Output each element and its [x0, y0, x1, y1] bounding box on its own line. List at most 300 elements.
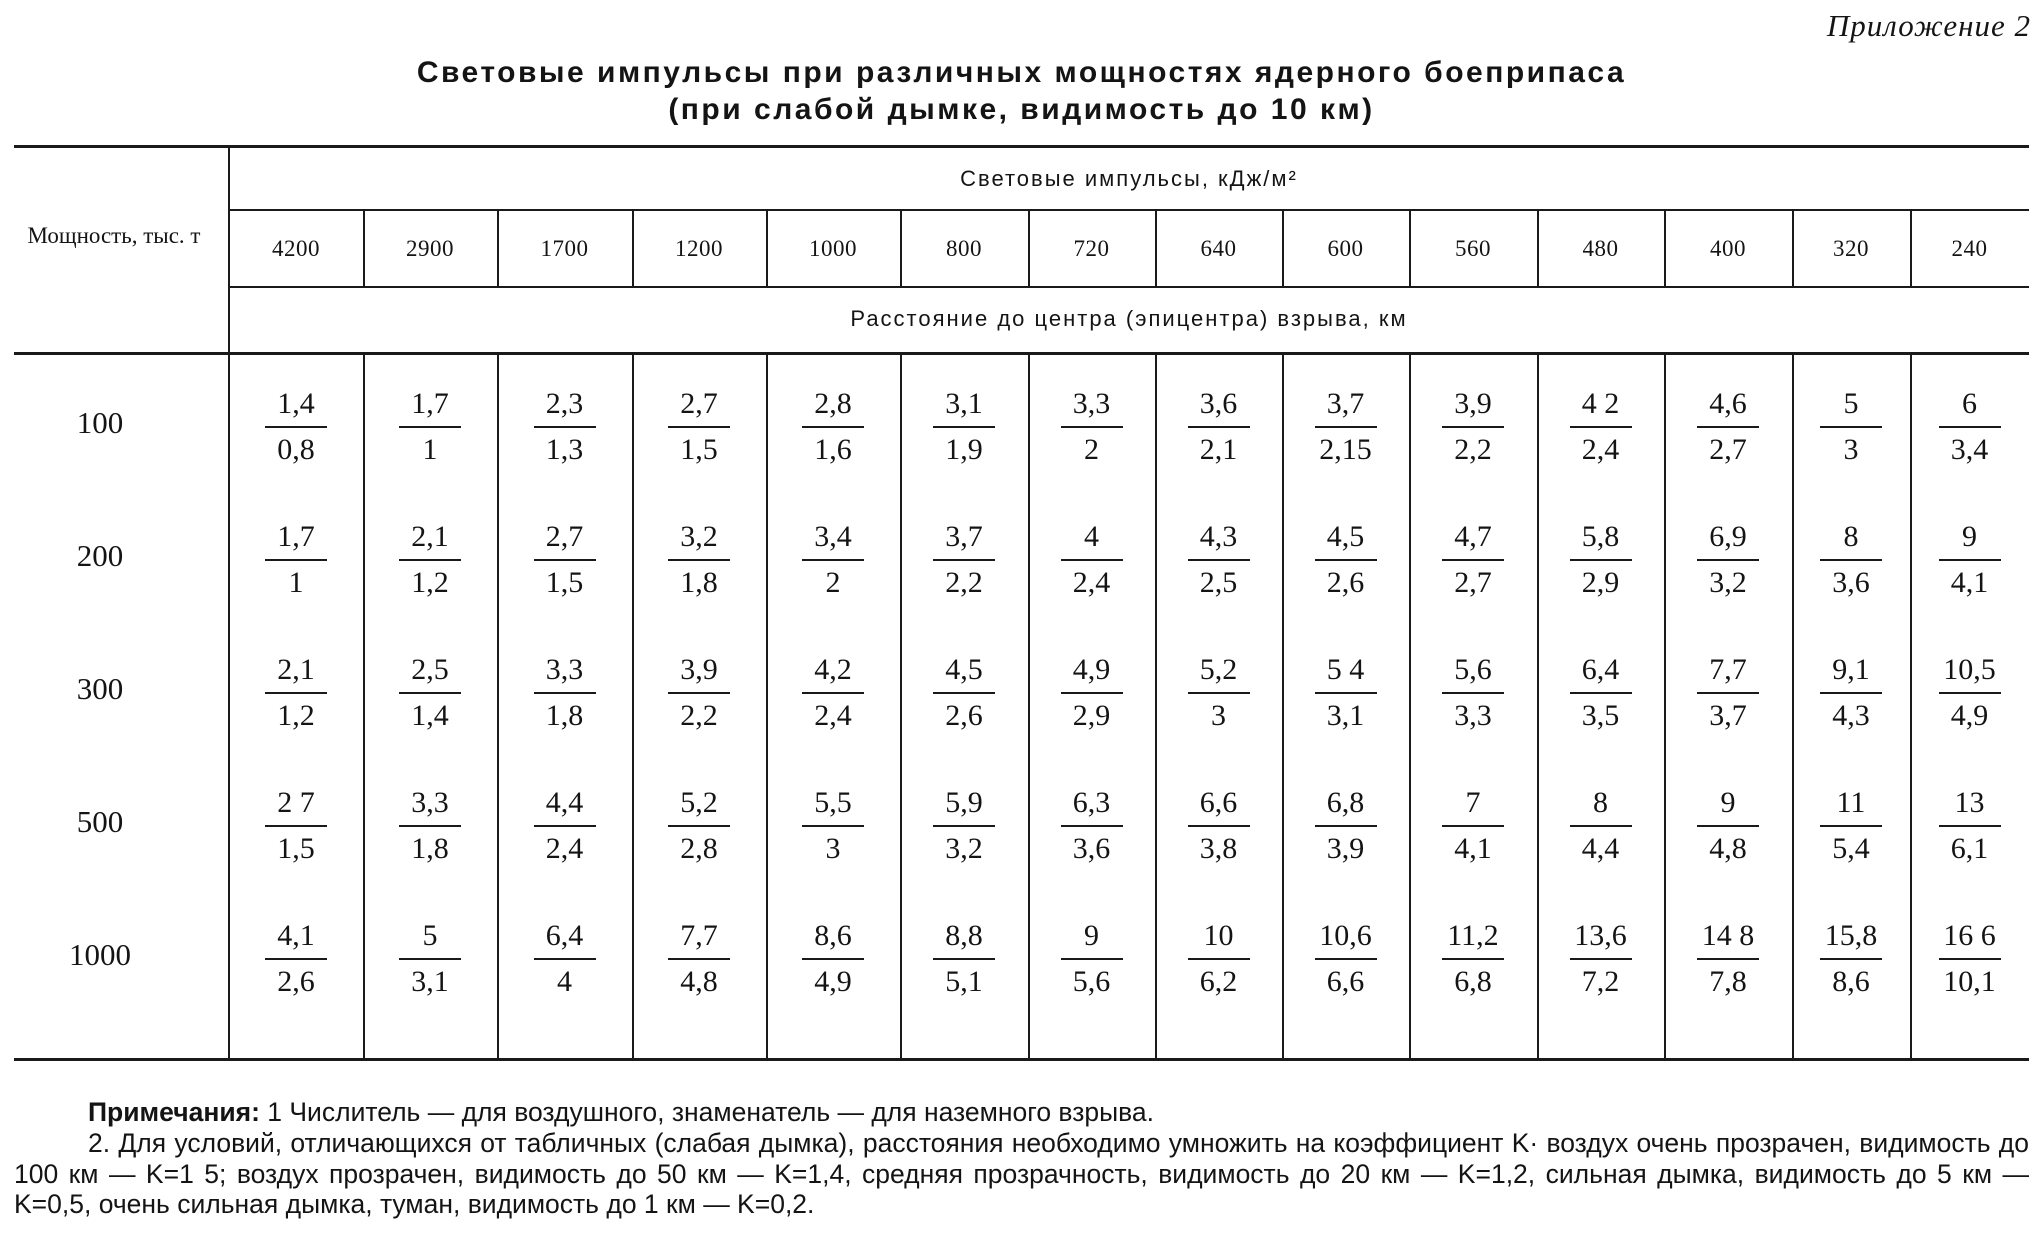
table-cell: [919, 652, 1009, 762]
cell-denominator: 3: [1843, 433, 1859, 466]
cell-numerator: 6,4: [1581, 653, 1620, 686]
column-divider: [632, 355, 634, 1058]
column-divider: [1664, 355, 1666, 1058]
column-header: 400: [1710, 236, 1746, 261]
column-divider: [900, 355, 902, 1058]
cell-denominator: 1,5: [680, 433, 718, 466]
cell-denominator: 5,4: [1832, 832, 1870, 865]
cell-denominator: 4: [557, 965, 572, 998]
table-cell: [1556, 386, 1646, 496]
table-cell: [1683, 519, 1773, 629]
table-cell: [1925, 652, 2015, 762]
fraction-bar: [265, 958, 327, 960]
table-cell: [1301, 652, 1391, 762]
cell-denominator: 4,9: [814, 965, 852, 998]
cell-numerator: 5 4: [1326, 653, 1365, 686]
cell-numerator: 2,7: [680, 387, 718, 420]
column-divider-header: [632, 211, 634, 286]
cell-denominator: 4,4: [1581, 832, 1620, 865]
cell-numerator: 2,1: [277, 653, 315, 686]
table-cell: [1301, 918, 1391, 1028]
table-cell: [919, 785, 1009, 895]
table-cell: [1174, 785, 1264, 895]
fraction-bar: [1315, 426, 1377, 428]
fraction-bar: [1188, 559, 1250, 561]
column-divider: [1792, 355, 1794, 1058]
table-cell: [251, 652, 341, 762]
fraction-bar: [1570, 559, 1632, 561]
cell-numerator: 1,7: [277, 520, 315, 553]
notes-label: Примечания:: [88, 1097, 260, 1127]
cell-denominator: 3,1: [1326, 699, 1365, 732]
cell-numerator: 7: [1465, 786, 1481, 819]
table-cell: [520, 386, 610, 496]
fraction-bar: [1061, 825, 1123, 827]
fraction-bar: [1315, 692, 1377, 694]
fraction-bar: [1570, 825, 1632, 827]
table-cell: [1301, 386, 1391, 496]
column-divider-header: [766, 211, 768, 286]
cell-numerator: 4,5: [1326, 520, 1365, 553]
fraction-bar: [1442, 958, 1504, 960]
table-cell: [1683, 386, 1773, 496]
cell-numerator: 15,8: [1824, 919, 1878, 952]
table-cell: [1428, 386, 1518, 496]
cell-numerator: 2,8: [814, 387, 852, 420]
column-header: 1200: [675, 236, 723, 261]
fraction-bar: [802, 825, 864, 827]
table-cell: [1428, 918, 1518, 1028]
cell-denominator: 1,3: [545, 433, 584, 466]
column-divider: [1409, 355, 1411, 1058]
cell-denominator: 1,8: [411, 832, 449, 865]
cell-denominator: 2,15: [1319, 433, 1372, 466]
column-header: 240: [1951, 236, 1988, 261]
fraction-bar: [668, 692, 730, 694]
table-cell: [1428, 519, 1518, 629]
column-divider-header: [363, 211, 365, 286]
cell-numerator: 4,1: [277, 919, 315, 952]
fraction-bar: [1570, 958, 1632, 960]
fraction-bar: [399, 825, 461, 827]
table-cell: [1047, 386, 1137, 496]
fraction-bar: [933, 825, 995, 827]
fraction-bar: [933, 692, 995, 694]
cell-numerator: 3,2: [680, 520, 718, 553]
cell-numerator: 6,6: [1199, 786, 1238, 819]
column-divider-header: [1792, 211, 1794, 286]
cell-denominator: 3: [1211, 699, 1226, 732]
cell-denominator: 3,6: [1072, 832, 1111, 865]
header-rule-distance: [229, 286, 2029, 288]
cell-denominator: 1,9: [945, 433, 983, 466]
cell-denominator: 3,6: [1832, 566, 1870, 599]
column-divider: [1282, 355, 1284, 1058]
column-divider: [766, 355, 768, 1058]
fraction-bar: [1697, 958, 1759, 960]
column-header: 600: [1327, 236, 1364, 261]
fraction-bar: [534, 426, 596, 428]
row-label-power: 200: [76, 538, 124, 573]
header-rule-impulses: [229, 209, 2029, 211]
cell-denominator: 2,6: [945, 699, 983, 732]
cell-denominator: 2,7: [1454, 566, 1492, 599]
cell-numerator: 4,4: [545, 786, 584, 819]
column-header: 800: [946, 236, 982, 261]
fraction-bar: [1315, 559, 1377, 561]
note-1: [88, 1097, 2029, 1128]
cell-denominator: 1,2: [277, 699, 315, 732]
table-cell: [788, 519, 878, 629]
fraction-bar: [265, 825, 327, 827]
stub-vertical-rule: [228, 148, 230, 1058]
table-cell: [919, 519, 1009, 629]
cell-numerator: 8,6: [814, 919, 852, 952]
cell-numerator: 16 6: [1943, 919, 1996, 952]
cell-numerator: 3,9: [680, 653, 718, 686]
fraction-bar: [1939, 559, 2001, 561]
column-header: 1000: [809, 236, 857, 261]
table-cell: [1174, 918, 1264, 1028]
table-cell: [1047, 652, 1137, 762]
cell-numerator: 8: [1593, 786, 1608, 819]
cell-denominator: 4,8: [680, 965, 718, 998]
table-title: Световые импульсы при различных мощностях ядерного боеприпаса: [416, 56, 1627, 89]
cell-numerator: 1,4: [277, 387, 315, 420]
fraction-bar: [399, 958, 461, 960]
fraction-bar: [1061, 958, 1123, 960]
column-header: 640: [1200, 236, 1237, 261]
row-label-power: 300: [76, 671, 124, 706]
cell-denominator: 6,6: [1326, 965, 1365, 998]
cell-denominator: 1,2: [411, 566, 449, 599]
fraction-bar: [1820, 559, 1882, 561]
table-cell: [1556, 918, 1646, 1028]
table-cell: [251, 918, 341, 1028]
cell-numerator: 5,6: [1454, 653, 1492, 686]
table-bottom-rule: [14, 1058, 2029, 1061]
cell-denominator: 2,1: [1199, 433, 1238, 466]
fraction-bar: [1820, 692, 1882, 694]
cell-numerator: 3,1: [945, 387, 983, 420]
cell-numerator: 2 7: [277, 786, 315, 819]
cell-numerator: 4: [1084, 520, 1099, 553]
table-cell: [788, 918, 878, 1028]
table-cell: [1174, 519, 1264, 629]
fraction-bar: [1697, 825, 1759, 827]
column-divider-header: [1664, 211, 1666, 286]
cell-denominator: 1,5: [545, 566, 584, 599]
cell-denominator: 1,5: [277, 832, 315, 865]
column-header: 480: [1582, 236, 1619, 261]
fraction-bar: [1939, 426, 2001, 428]
table-cell: [654, 519, 744, 629]
column-header: 2900: [406, 236, 454, 261]
fraction-bar: [1315, 958, 1377, 960]
fraction-bar: [1697, 426, 1759, 428]
cell-numerator: 9,1: [1832, 653, 1870, 686]
cell-denominator: 1,4: [411, 699, 449, 732]
cell-denominator: 5,1: [945, 965, 983, 998]
fraction-bar: [1697, 692, 1759, 694]
fraction-bar: [1570, 692, 1632, 694]
column-header: 4200: [272, 236, 320, 261]
cell-denominator: 2,6: [1326, 566, 1365, 599]
cell-numerator: 5: [1843, 387, 1859, 420]
fraction-bar: [399, 426, 461, 428]
cell-numerator: 3,3: [545, 653, 584, 686]
cell-denominator: 6,2: [1199, 965, 1238, 998]
row-label-power: 1000: [69, 937, 131, 972]
fraction-bar: [1188, 426, 1250, 428]
table-cell: [1556, 519, 1646, 629]
fraction-bar: [933, 958, 995, 960]
table-cell: [251, 785, 341, 895]
cell-denominator: 2,9: [1072, 699, 1111, 732]
column-divider: [497, 355, 499, 1058]
cell-numerator: 3,7: [1326, 387, 1365, 420]
cell-numerator: 8: [1843, 520, 1859, 553]
fraction-bar: [1188, 958, 1250, 960]
cell-numerator: 13: [1954, 786, 1985, 819]
cell-denominator: 2,9: [1581, 566, 1620, 599]
cell-numerator: 8,8: [945, 919, 983, 952]
fraction-bar: [534, 692, 596, 694]
table-cell: [385, 652, 475, 762]
cell-numerator: 9: [1720, 786, 1736, 819]
cell-denominator: 3,2: [1709, 566, 1747, 599]
cell-denominator: 4,1: [1454, 832, 1492, 865]
cell-numerator: 4,5: [945, 653, 983, 686]
fraction-bar: [1442, 692, 1504, 694]
cell-denominator: 4,8: [1709, 832, 1747, 865]
table-cell: [1301, 785, 1391, 895]
fraction-bar: [668, 958, 730, 960]
table-cell: [1925, 785, 2015, 895]
table-cell: [520, 519, 610, 629]
cell-numerator: 9: [1962, 520, 1977, 553]
cell-denominator: 4,1: [1950, 566, 1989, 599]
fraction-bar: [1442, 426, 1504, 428]
column-divider-header: [1282, 211, 1284, 286]
table-top-rule: [14, 145, 2029, 148]
cell-numerator: 7,7: [1709, 653, 1747, 686]
cell-numerator: 4,6: [1709, 387, 1747, 420]
cell-denominator: 2,2: [1454, 433, 1492, 466]
cell-numerator: 3,6: [1199, 387, 1238, 420]
table-cell: [1683, 652, 1773, 762]
fraction-bar: [1820, 426, 1882, 428]
fraction-bar: [1442, 825, 1504, 827]
fraction-bar: [933, 426, 995, 428]
cell-denominator: 3,2: [945, 832, 983, 865]
cell-denominator: 1,8: [545, 699, 584, 732]
table-cell: [385, 519, 475, 629]
fraction-bar: [1939, 958, 2001, 960]
fraction-bar: [1315, 825, 1377, 827]
table-cell: [1428, 652, 1518, 762]
appendix-label: Приложение 2: [1826, 8, 2031, 43]
table-cell: [385, 785, 475, 895]
fraction-bar: [668, 825, 730, 827]
table-cell: [520, 785, 610, 895]
header-bottom-rule: [14, 352, 2029, 355]
table-cell: [251, 519, 341, 629]
table-cell: [1925, 918, 2015, 1028]
cell-numerator: 1,7: [411, 387, 449, 420]
fraction-bar: [265, 559, 327, 561]
cell-numerator: 6,8: [1326, 786, 1365, 819]
cell-numerator: 4,7: [1454, 520, 1492, 553]
cell-denominator: 0,8: [277, 433, 315, 466]
cell-numerator: 5,2: [1199, 653, 1238, 686]
cell-denominator: 1: [422, 433, 438, 466]
cell-numerator: 2,1: [411, 520, 449, 553]
stub-header: Мощность, тыс. т: [27, 223, 201, 248]
cell-denominator: 5,6: [1072, 965, 1111, 998]
table-cell: [919, 918, 1009, 1028]
fraction-bar: [1939, 825, 2001, 827]
fraction-bar: [1820, 825, 1882, 827]
cell-denominator: 7,8: [1709, 965, 1747, 998]
table-cell: [1806, 785, 1896, 895]
table-cell: [919, 386, 1009, 496]
cell-denominator: 3: [825, 832, 841, 865]
table-cell: [788, 652, 878, 762]
column-divider-header: [1155, 211, 1157, 286]
cell-denominator: 6,8: [1454, 965, 1492, 998]
column-divider-header: [1537, 211, 1539, 286]
column-header: 1700: [540, 236, 589, 261]
fraction-bar: [933, 559, 995, 561]
table-cell: [654, 918, 744, 1028]
cell-denominator: 3,4: [1950, 433, 1989, 466]
table-cell: [1806, 519, 1896, 629]
cell-denominator: 2,4: [1072, 566, 1111, 599]
cell-denominator: 4,9: [1950, 699, 1989, 732]
column-divider: [1910, 355, 1912, 1058]
cell-numerator: 10: [1203, 919, 1234, 952]
fraction-bar: [265, 692, 327, 694]
cell-numerator: 10,5: [1943, 653, 1996, 686]
cell-numerator: 3,9: [1454, 387, 1492, 420]
note-2: 2. Для условий, отличающихся от табличных (слабая дымка), расстояния необходимо умножить на коэффициент K· воздух очень прозрачен, видимость до 100 км — K=1 5; воздух прозрачен, видимость до 50 км — K=1,4, средняя прозрачность, видимость до 20 км — K=1,2, сильная дымка, видимость до 5 км — K=0,5, очень сильная дымка, туман, видимость до 1 км — K=0,2.: [14, 1128, 2029, 1219]
column-header: 560: [1455, 236, 1491, 261]
column-divider: [1028, 355, 1030, 1058]
cell-numerator: 7,7: [680, 919, 718, 952]
column-divider-header: [497, 211, 499, 286]
cell-denominator: 7,2: [1581, 965, 1620, 998]
cell-denominator: 4,3: [1832, 699, 1870, 732]
fraction-bar: [399, 559, 461, 561]
table-cell: [1174, 652, 1264, 762]
table-cell: [654, 386, 744, 496]
cell-denominator: 3,3: [1454, 699, 1492, 732]
fraction-bar: [1442, 559, 1504, 561]
cell-denominator: 2: [1084, 433, 1099, 466]
table-cell: [1806, 652, 1896, 762]
column-divider: [1155, 355, 1157, 1058]
column-header: 720: [1073, 236, 1110, 261]
fraction-bar: [1061, 426, 1123, 428]
cell-denominator: 3,8: [1199, 832, 1238, 865]
fraction-bar: [802, 692, 864, 694]
cell-denominator: 2,6: [277, 965, 315, 998]
table-cell: [654, 785, 744, 895]
table-cell: [1925, 386, 2015, 496]
impulses-header: Световые импульсы, кДж/м²: [960, 166, 1298, 191]
table-cell: [520, 918, 610, 1028]
table-cell: [1047, 918, 1137, 1028]
table-cell: [788, 785, 878, 895]
cell-denominator: 6,1: [1950, 832, 1989, 865]
fraction-bar: [668, 426, 730, 428]
cell-numerator: 11,2: [1447, 919, 1499, 952]
cell-numerator: 14 8: [1701, 919, 1755, 952]
cell-numerator: 4,3: [1199, 520, 1238, 553]
cell-denominator: 2,5: [1199, 566, 1238, 599]
cell-numerator: 3,3: [411, 786, 449, 819]
row-label-power: 100: [76, 405, 124, 440]
cell-numerator: 3,3: [1072, 387, 1111, 420]
table-cell: [1806, 918, 1896, 1028]
table-cell: [385, 918, 475, 1028]
fraction-bar: [802, 426, 864, 428]
fraction-bar: [265, 426, 327, 428]
table-cell: [1301, 519, 1391, 629]
table-cell: [1925, 519, 2015, 629]
cell-denominator: 3,7: [1709, 699, 1747, 732]
table-cell: [788, 386, 878, 496]
cell-numerator: 5,5: [814, 786, 852, 819]
column-divider: [1537, 355, 1539, 1058]
cell-denominator: 10,1: [1943, 965, 1996, 998]
cell-denominator: 2,8: [680, 832, 718, 865]
cell-denominator: 8,6: [1832, 965, 1870, 998]
table-cell: [385, 386, 475, 496]
cell-denominator: 2,2: [680, 699, 718, 732]
table-cell: [1047, 519, 1137, 629]
cell-numerator: 11: [1836, 786, 1866, 819]
cell-denominator: 1,8: [680, 566, 718, 599]
table-subtitle: (при слабой дымке, видимость до 10 км): [668, 93, 1375, 126]
table-cell: [1174, 386, 1264, 496]
fraction-bar: [1188, 825, 1250, 827]
fraction-bar: [1820, 958, 1882, 960]
cell-numerator: 4,9: [1072, 653, 1111, 686]
cell-numerator: 3,4: [814, 520, 852, 553]
fraction-bar: [534, 825, 596, 827]
fraction-bar: [1061, 559, 1123, 561]
fraction-bar: [1939, 692, 2001, 694]
fraction-bar: [1697, 559, 1759, 561]
cell-numerator: 6: [1962, 387, 1977, 420]
column-divider-header: [1409, 211, 1411, 286]
cell-denominator: 2,2: [945, 566, 983, 599]
cell-denominator: 2,7: [1709, 433, 1747, 466]
fraction-bar: [668, 559, 730, 561]
table-cell: [1683, 918, 1773, 1028]
cell-denominator: 3,1: [411, 965, 449, 998]
table-cell: [1556, 785, 1646, 895]
fraction-bar: [1188, 692, 1250, 694]
table-cell: [1683, 785, 1773, 895]
cell-numerator: 2,7: [545, 520, 584, 553]
cell-numerator: 3,7: [945, 520, 983, 553]
fraction-bar: [534, 958, 596, 960]
table-cell: [251, 386, 341, 496]
cell-numerator: 6,3: [1072, 786, 1111, 819]
